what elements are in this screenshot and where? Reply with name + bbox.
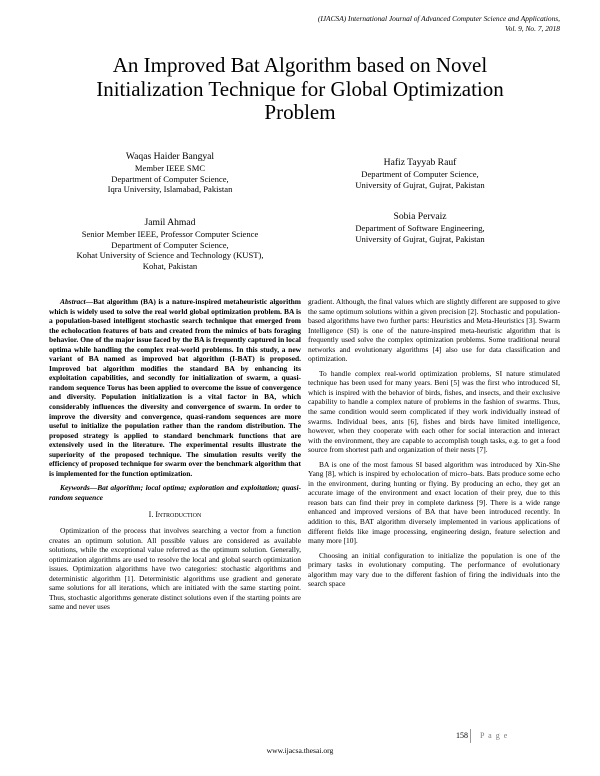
left-column — [49, 297, 301, 617]
section-title: Introduction — [155, 510, 202, 520]
title-line-1: An Improved Bat Algorithm based on Novel — [112, 53, 488, 77]
journal-volume: Vol. 9, No. 7, 2018 — [504, 23, 560, 33]
author-affiliation: Department of Computer Science, — [361, 169, 479, 179]
author-block-1 — [60, 150, 280, 195]
author-affiliation: Department of Software Engineering, — [355, 223, 485, 233]
author-affiliation: University of Gujrat, Gujrat, Pakistan — [355, 233, 485, 244]
page-label: P a g e — [480, 731, 509, 740]
paper-title — [50, 54, 550, 125]
author-name: Jamil Ahmad — [144, 217, 196, 228]
author-affiliation: Member IEEE SMC — [134, 163, 206, 173]
author-name: Hafiz Tayyab Rauf — [383, 157, 457, 168]
journal-header — [220, 14, 560, 33]
keywords — [49, 483, 301, 502]
paragraph: BA is one of the most famous SI based algorithm was introduced by Xin-She Yang [8], which is inspired by echolocation of micro–bats. Bats produce some echo in the environment, during hunting or flying. By producing an echo, they get an accurate image of the environment and exact location of their prey, due to this reason bats can find their prey in complete darkness [9]. There is a wide range enhanced and improved versions of BA that have been introduced recently. In addition to this, BAT algorithm diversely implemented in various applications of different fields like image processing, engineering design, feature selection and many more [10]. — [308, 459, 560, 546]
journal-name: (IJACSA) International Journal of Advanced Computer Science and Applications, — [317, 14, 560, 23]
abstract-text: Bat algorithm (BA) is a nature-inspired metaheuristic algorithm which is widely used to solve the real world global optimization problem. BA is a population-based intelligent stochastic search technique that emerged from the echolocation features of bats and created from the mimics of bats foraging behavior. One of the major issue faced by the BA is frequently captured in local optima while handling the complex real-world problems. In this study, a new variant of BA named as improved bat algorithm (I-BAT) is proposed. Improved bat algorithm modifies the standard BA by enhancing its exploitation capabilities, and secondly for initialization of swarm, a quasi-random sequence Torus has been applied to overcome the issue of convergence and diversity. Population initialization is a vital factor in BA, which considerably influences the diversity and convergence of swarm. In order to improve the diversity and convergence, quasi-random sequences are more useful to initialize the population rather than the random distribution. The proposed strategy is applied to standard benchmark functions that are extensively used in the literature. The experimental results illustrate the superiority of the proposed technique. The simulation results verify the efficiency of proposed technique for swarm over the benchmark algorithm that is implemented for the function optimization. — [49, 297, 301, 478]
footer-divider — [470, 729, 471, 743]
section-number: I. — [148, 510, 154, 520]
paragraph: Choosing an initial configuration to initialize the population is one of the primary tasks in evolutionary computing. The performance of evolutionary algorithm may vary due to the different fashion of firing the individuals into the search space — [308, 550, 560, 589]
author-affiliation: Kohat University of Science and Technology (KUST), — [76, 250, 264, 261]
title-line-2: Initialization Technique for Global Optimization — [96, 76, 504, 101]
footer-url: www.ijacsa.thesai.org — [266, 746, 334, 755]
author-name: Sobia Pervaiz — [393, 211, 447, 222]
paragraph: Optimization of the process that involves searching a vector from a function creates an optimum solution. All possible values are considered as available solutions, while the exceptional value referred as the optimum solution. Generally, optimization algorithms are used to resolve the local and global search optimization issues. Optimization algorithms have two categories: stochastic algorithms and deterministic algorithm [1]. Deterministic algorithms use gradient and generate same solutions for all iterations, which are initiated with the same starting point. Thus, stochastic algorithms generate distinct solutions even if the starting points are same and never uses — [49, 526, 301, 612]
author-affiliation: Department of Computer Science, — [111, 173, 229, 184]
section-heading — [49, 510, 301, 520]
author-affiliation: Iqra University, Islamabad, Pakistan — [107, 184, 233, 195]
author-block-3 — [40, 216, 300, 271]
author-block-4 — [310, 210, 530, 244]
author-affiliation: Kohat, Pakistan — [142, 260, 198, 271]
author-block-2 — [310, 156, 530, 190]
author-affiliation: University of Gujrat, Gujrat, Pakistan — [355, 179, 485, 190]
title-line-3: Problem — [264, 100, 336, 124]
right-column — [308, 297, 560, 594]
page-number-value: 158 — [456, 731, 468, 740]
page-number — [456, 731, 508, 740]
abstract — [49, 297, 301, 478]
author-name: Waqas Haider Bangyal — [125, 151, 215, 162]
author-affiliation: Department of Computer Science, — [111, 239, 229, 250]
abstract-label: Abstract— — [60, 297, 94, 306]
paragraph: To handle complex real-world optimization problems, SI nature stimulated technique has been used for many years. Beni [5] was the first who introduced SI, which is inspired with the behavior of birds, fishes, and insects, and their exclusive capability to handle a complex nature of problems in the fashion of swarms. Thus, the same condition would seem complicated if they work individually instead of swarms. Individual bees, ants [6], fishes and birds have limited intelligence, however, when they cooperate with each other for social interaction and interact with the environment, they are capable to accomplish tough tasks, e.g. to get a food source from shortest path and organization of their nests [7]. — [308, 368, 560, 455]
paragraph: gradient. Although, the final values which are slightly different are supposed to give the same optimum solutions within a given precision [2]. Stochastic and population-based algorithms have two further parts: Heuristics and Meta-Heuristics [3]. Swarm Intelligence (SI) is one of the nature-inspired meta-heuristic algorithm that is frequently used solve the complex optimization problems. Some traditional neural networks and evolutionary algorithms [4] also use for data classification and optimization. — [308, 297, 560, 364]
author-affiliation: Senior Member IEEE, Professor Computer Science — [81, 229, 259, 239]
keywords-label: Keywords— — [60, 483, 98, 493]
keywords-text: Bat algorithm; local optima; exploration and exploitation; quasi-random sequence — [49, 483, 301, 502]
